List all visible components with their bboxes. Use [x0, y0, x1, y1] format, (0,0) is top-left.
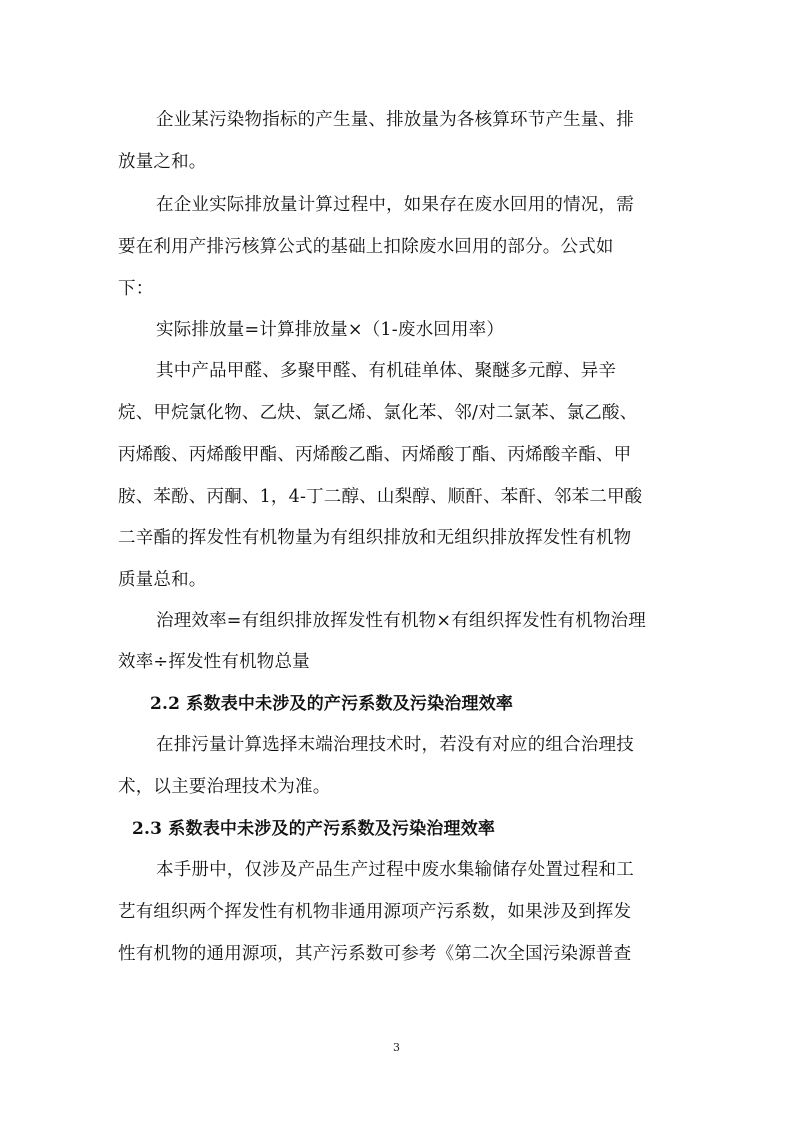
- page-number: 3: [393, 1041, 400, 1054]
- paragraph-3-line-1: 其中产品甲醛、多聚甲醛、有机硅单体、聚醚多元醇、异辛: [156, 361, 617, 381]
- paragraph-3-line-4: 胺、苯酚、丙酮、1，4-丁二醇、山梨醇、顺酐、苯酐、邻苯二甲酸: [118, 487, 643, 507]
- section-2-3-line-1: 本手册中，仅涉及产品生产过程中废水集输储存处置过程和工: [156, 860, 634, 880]
- paragraph-3-line-5: 二辛酯的挥发性有机物量为有组织排放和无组织排放挥发性有机物: [118, 528, 632, 548]
- paragraph-2-line-3: 下：: [118, 279, 154, 299]
- paragraph-3-line-2: 烷、甲烷氯化物、乙炔、氯乙烯、氯化苯、邻/对二氯苯、氯乙酸、: [118, 403, 638, 423]
- paragraph-1-line-1: 企业某污染物指标的产生量、排放量为各核算环节产生量、排: [156, 110, 634, 130]
- paragraph-2-line-1: 在企业实际排放量计算过程中，如果存在废水回用的情况，需: [156, 195, 634, 215]
- section-2-2-line-1: 在排污量计算选择末端治理技术时，若没有对应的组合治理技: [156, 735, 634, 755]
- paragraph-3-line-6: 质量总和。: [118, 570, 207, 590]
- formula-efficiency-line-2: 效率÷挥发性有机物总量: [118, 652, 310, 672]
- formula-actual-emission: 实际排放量=计算排放量×（1-废水回用率）: [156, 320, 505, 340]
- paragraph-1-line-2: 放量之和。: [118, 152, 207, 172]
- paragraph-2-line-2: 要在利用产排污核算公式的基础上扣除废水回用的部分。公式如: [118, 237, 614, 257]
- section-2-2-line-2: 术，以主要治理技术为准。: [118, 777, 331, 797]
- paragraph-3-line-3: 丙烯酸、丙烯酸甲酯、丙烯酸乙酯、丙烯酸丁酯、丙烯酸辛酯、甲: [118, 445, 632, 465]
- section-2-2-heading: 2.2 系数表中未涉及的产污系数及污染治理效率: [150, 694, 514, 714]
- formula-efficiency-line-1: 治理效率=有组织排放挥发性有机物×有组织挥发性有机物治理: [156, 611, 646, 631]
- section-2-3-line-2: 艺有组织两个挥发性有机物非通用源项产污系数，如果涉及到挥发: [118, 902, 632, 922]
- section-2-3-line-3: 性有机物的通用源项，其产污系数可参考《第二次全国污染源普查: [118, 944, 632, 964]
- section-2-3-heading: 2.3 系数表中未涉及的产污系数及污染治理效率: [132, 819, 496, 839]
